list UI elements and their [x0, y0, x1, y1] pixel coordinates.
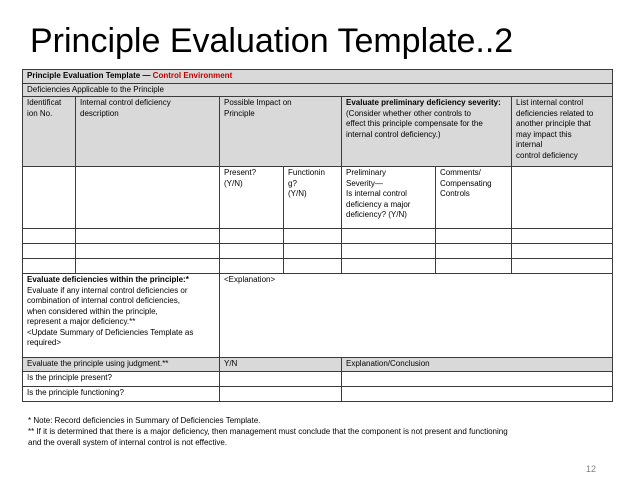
- table-cell[interactable]: [220, 244, 284, 259]
- evaluate-deficiencies-line: Evaluate if any internal control deficiencies or: [27, 285, 188, 295]
- subcol-functioning-line: Functionin: [288, 168, 325, 177]
- judgment-label: Evaluate the principle using judgment.**: [23, 358, 220, 372]
- footnote-line: * Note: Record deficiencies in Summary of Deficiencies Template.: [28, 416, 261, 425]
- subcol-functioning-line: (Y/N): [288, 189, 307, 198]
- evaluate-deficiencies-cell: [23, 274, 220, 358]
- judgment-yn: Y/N: [220, 358, 342, 372]
- subcol-preliminary-line: deficiency a major: [346, 199, 411, 209]
- col-possible-impact: [220, 97, 342, 167]
- evaluate-deficiencies-line: when considered within the principle,: [27, 306, 158, 316]
- table-cell[interactable]: [76, 167, 220, 229]
- explanation-cell[interactable]: <Explanation>: [220, 274, 613, 358]
- subcol-present: [220, 167, 284, 229]
- footnotes: [28, 415, 618, 448]
- table-cell[interactable]: [512, 259, 613, 274]
- table-cell[interactable]: [342, 229, 436, 244]
- col-severity: [342, 97, 512, 167]
- subcol-functioning: [284, 167, 342, 229]
- col-related-line: List internal control: [516, 98, 584, 107]
- table-header-highlight: Control Environment: [152, 71, 233, 80]
- subcol-present-line: (Y/N): [224, 178, 243, 188]
- subcol-preliminary-line: Severity—: [346, 178, 383, 188]
- subcol-comments: [436, 167, 512, 229]
- table-cell[interactable]: [436, 259, 512, 274]
- evaluate-deficiencies-line: <Update Summary of Deficiencies Template as: [27, 327, 194, 337]
- col-impact-line: Principle: [224, 108, 255, 118]
- table-cell[interactable]: [512, 244, 613, 259]
- table-cell[interactable]: [342, 259, 436, 274]
- table-cell[interactable]: [76, 244, 220, 259]
- answer-cell[interactable]: [342, 371, 613, 386]
- col-related-line: internal: [516, 140, 543, 149]
- table-cell[interactable]: [220, 259, 284, 274]
- table-cell[interactable]: [220, 229, 284, 244]
- table-cell[interactable]: [512, 229, 613, 244]
- slide-title: Principle Evaluation Template..2: [30, 22, 514, 60]
- col-severity-detail-line: effect this principle compensate for the: [346, 119, 483, 128]
- subcol-preliminary-severity: [342, 167, 436, 229]
- subcol-preliminary-line: deficiency? (Y/N): [346, 210, 407, 219]
- table-cell[interactable]: [342, 244, 436, 259]
- col-identification-line: Identificat: [27, 98, 62, 107]
- answer-cell[interactable]: [220, 386, 342, 401]
- judgment-explanation: Explanation/Conclusion: [342, 358, 613, 372]
- page-number: 12: [586, 464, 597, 474]
- table-cell[interactable]: [23, 167, 76, 229]
- col-severity-title: Evaluate preliminary deficiency severity:: [346, 98, 501, 107]
- table-row: [23, 259, 613, 274]
- subcol-comments-line: Controls: [440, 189, 470, 198]
- col-related-deficiencies: [512, 97, 613, 167]
- question-principle-functioning: Is the principle functioning?: [23, 386, 220, 401]
- evaluate-deficiencies-line: required>: [27, 338, 62, 347]
- col-impact-line: Possible Impact on: [224, 98, 292, 107]
- table-subheader: Deficiencies Applicable to the Principle: [23, 83, 613, 97]
- subcol-preliminary-line: Is internal control: [346, 189, 407, 198]
- table-cell[interactable]: [23, 259, 76, 274]
- table-cell[interactable]: [284, 259, 342, 274]
- answer-cell[interactable]: [342, 386, 613, 401]
- subcol-functioning-line: g?: [288, 178, 297, 188]
- answer-cell[interactable]: [220, 371, 342, 386]
- table-row: [23, 244, 613, 259]
- subcol-preliminary-line: Preliminary: [346, 168, 387, 177]
- table-cell[interactable]: [436, 244, 512, 259]
- subcol-comments-line: Comments/: [440, 168, 481, 177]
- subcol-present-line: Present?: [224, 168, 257, 177]
- col-related-line: deficiencies related to: [516, 108, 594, 118]
- table-cell[interactable]: [23, 229, 76, 244]
- evaluate-deficiencies-line: represent a major deficiency.**: [27, 317, 136, 326]
- table-cell[interactable]: [284, 229, 342, 244]
- table-cell[interactable]: [76, 229, 220, 244]
- evaluate-deficiencies-line: combination of internal control deficiencies,: [27, 296, 180, 305]
- table-cell[interactable]: [76, 259, 220, 274]
- subcol-comments-line: Compensating: [440, 178, 492, 188]
- table-cell[interactable]: [284, 244, 342, 259]
- col-severity-detail-line: (Consider whether other controls to: [346, 108, 471, 118]
- table-row: [23, 229, 613, 244]
- evaluate-deficiencies-title: Evaluate deficiencies within the principle:*: [27, 275, 189, 284]
- col-severity-detail-line: internal control deficiency.): [346, 129, 441, 139]
- col-description-line: description: [80, 108, 119, 118]
- col-identification: [23, 97, 76, 167]
- col-description: [76, 97, 220, 167]
- col-identification-line: ion No.: [27, 108, 53, 118]
- table-cell[interactable]: [436, 229, 512, 244]
- table-cell[interactable]: [23, 244, 76, 259]
- table-cell[interactable]: [512, 167, 613, 229]
- table-header-prefix: Principle Evaluation Template —: [27, 71, 153, 80]
- footnote-line: ** If it is determined that there is a major deficiency, then management must conclude that the component is not present and functioning: [28, 427, 508, 436]
- col-related-line: control deficiency: [516, 150, 578, 160]
- col-related-line: may impact this: [516, 129, 572, 139]
- col-description-line: Internal control deficiency: [80, 98, 171, 107]
- col-related-line: another principle that: [516, 119, 591, 128]
- footnote-line: and the overall system of internal control is not effective.: [28, 438, 228, 447]
- table-header: [23, 70, 613, 84]
- question-principle-present: Is the principle present?: [23, 371, 220, 386]
- principle-evaluation-table: [22, 69, 613, 402]
